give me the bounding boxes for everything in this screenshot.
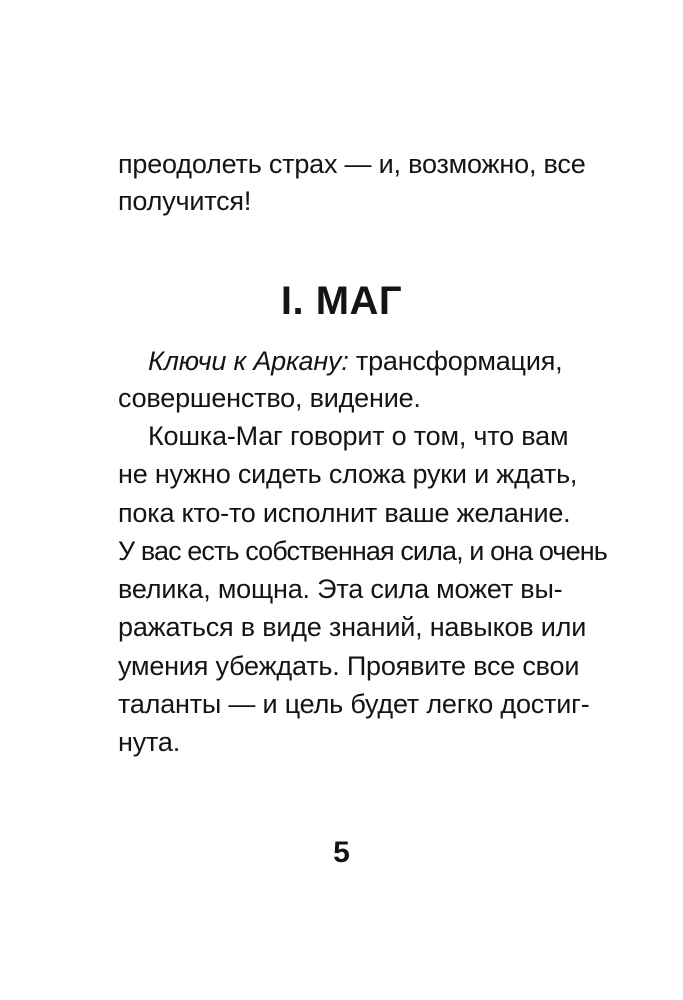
body-line-1: Кошка-Маг говорит о том, что вам [148, 421, 569, 451]
body-line-9: нута. [118, 727, 180, 757]
body-line-3: пока кто-то исполнит ваше желание. [118, 498, 571, 528]
body-line-4: У вас есть собственная сила, и она очень [118, 536, 607, 566]
body-line-7: умения убеждать. Проявите все свои [118, 651, 580, 681]
keys-line-2: совершенство, видение. [118, 383, 421, 413]
section-heading: I. МАГ [280, 279, 403, 323]
page-number: 5 [333, 836, 350, 869]
body-line-2: не нужно сидеть сложа руки и ждать, [118, 459, 578, 489]
keys-line [148, 343, 562, 379]
keys-values: трансформация, [348, 346, 563, 376]
body-line-8: таланты — и цель будет легко достиг- [118, 689, 590, 719]
body-line-6: ражаться в виде знаний, навыков или [118, 612, 587, 642]
keys-label: Ключи к Аркану: [148, 346, 349, 376]
body-line-5: велика, мощна. Эта сила может вы- [118, 574, 563, 604]
intro-line-2: получится! [118, 186, 252, 216]
intro-line-1: преодолеть страх — и, возможно, все [118, 149, 586, 179]
